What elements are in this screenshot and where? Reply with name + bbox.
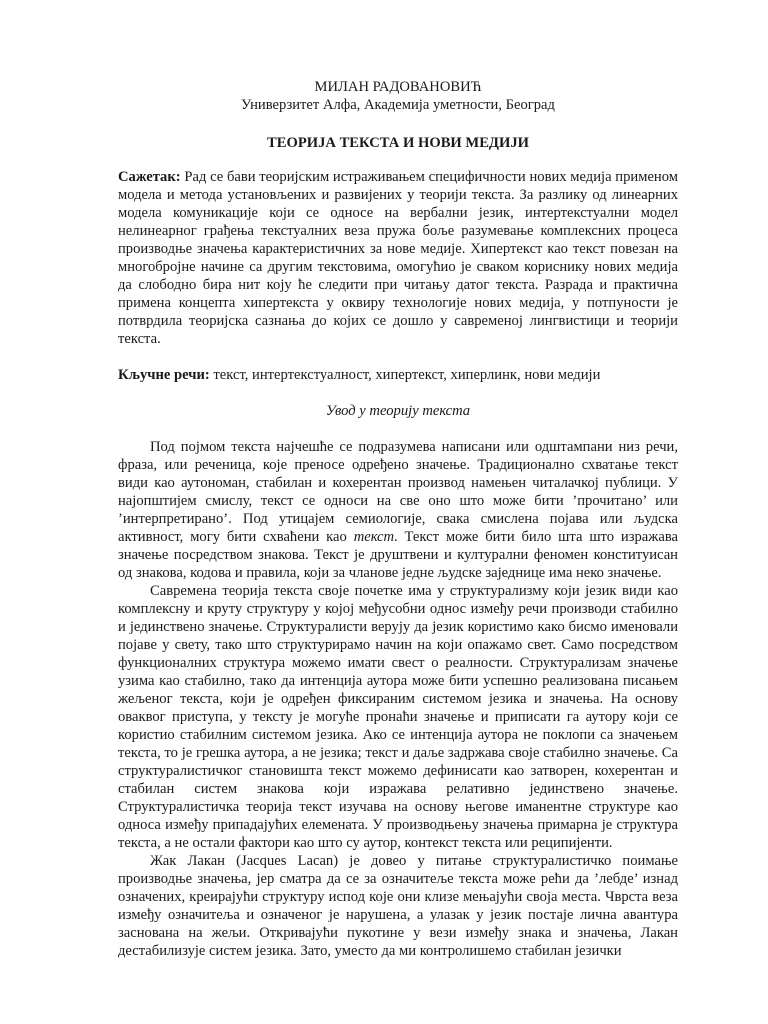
- keywords-text: текст, интертекстуалност, хипертекст, хиперлинк, нови медији: [209, 367, 601, 383]
- paragraph-text: . Текст може бити било шта што изражава значење посредством знакова. Текст је друштвени и културални феномен конституисан од знакова, кодова и правила, који за чланове једне људске заједнице има неко значење.: [118, 529, 678, 581]
- paragraph: [118, 438, 678, 582]
- abstract-text: Рад се бави теоријским истраживањем специфичности нових медија применом модела и метода установљених и развијених у теорији текста. За разлику од линеарних модела комуникације који се односе на вербални језик, интертекстуални модел нелинеарног грађења текстуалних веза пружа боље разумевање комплексних процеса производње значења карактеристичних за нове медије. Хипертекст као текст повезан на многобројне начине са другим текстовима, омогућио је сваком кориснику нових медија да слободно бира нит коју ће следити при читању датог текста. Разрада и практична примена концепта хипертекста у оквиру технологије нових медија, у потпуности је потврдила теоријска сазнања до којих се дошло у савременој лингвистици и теорији текста.: [118, 169, 678, 347]
- keywords-label: Кључне речи:: [118, 367, 210, 383]
- paragraph: Савремена теорија текста своје почетке има у структурализму који језик види као комплексну и круту структуру у којој међусобни однос између речи производи стабилно и јединствено значење. Структуралисти верују да језик користимо како бисмо именовали појаве у свету, тако што структурирамо начин на који опажамо свет. Само посредством функционалних структура можемо имати свест о реалности. Структурализам значење узима као стабилно, тако да интенција аутора може бити успешно реализована писањем жељеног текста, који је одређен фиксираним системом језика и значења. На основу оваквог приступа, у тексту је могуће пронаћи значење и приписати га аутору који се користио стабилним системом језика. Ако се интенција аутора не поклопи са значењем текста, то је грешка аутора, а не језика; текст и даље задржава своје стабилно значење. Са структуралистичког становишта текст можемо дефинисати као затворен, кохерентан и стабилан систем знакова који изражава релативно јединствено значење. Структуралистичка теорија текст изучава на основу његове иманентне структуре као односа између припадајућих елемената. У производњењу значења примарна је структура текста, а не остали фактори као што су аутор, контекст текста или реципијенти.: [118, 583, 678, 851]
- italic-term: текст: [353, 529, 395, 545]
- paragraph: Жак Лакан (Jacques Lacan) је довео у питање структуралистичко поимање производње значења, јер сматра да се за означитеље текста може рећи да ’лебде’ изнад означених, креирајући структуру испод које они клизе мењајући своја места. Чврста веза између означитеља и означеног је нарушена, а улазак у језик постаје лична авантура заснована на жељи. Откривајући пукотине у вези између знака и значења, Лакан дестабилизује систем језика. Зато, уместо да ми контролишемо стабилан језички: [118, 853, 678, 959]
- body-text: [118, 438, 678, 960]
- paragraph-text: Под појмом текста најчешће се подразумева написани или одштампани низ речи, фраза, или реченица, које преносе одређено значење. Традиционално схватање текст види као аутономан, стабилан и кохерентан производ намењен читалачкој публици. У најопштијем смислу, текст се односи на све оно што може бити ’прочитано’ или ’интерпретирано’. Под утицајем семиологије, свака смислена појава или људска активност, могу бити схваћени као: [118, 439, 678, 545]
- document-page: [118, 78, 678, 960]
- section-heading: Увод у теорију текста: [325, 403, 471, 419]
- keywords: [118, 366, 678, 384]
- paper-title: ТЕОРИЈА ТЕКСТА И НОВИ МЕДИЈИ: [267, 135, 529, 151]
- author-affiliation: Универзитет Алфа, Академија уметности, Београд: [241, 97, 555, 113]
- abstract: [118, 168, 678, 348]
- abstract-label: Сажетак:: [118, 169, 181, 185]
- author-name: МИЛАН РАДОВАНОВИЋ: [314, 79, 482, 95]
